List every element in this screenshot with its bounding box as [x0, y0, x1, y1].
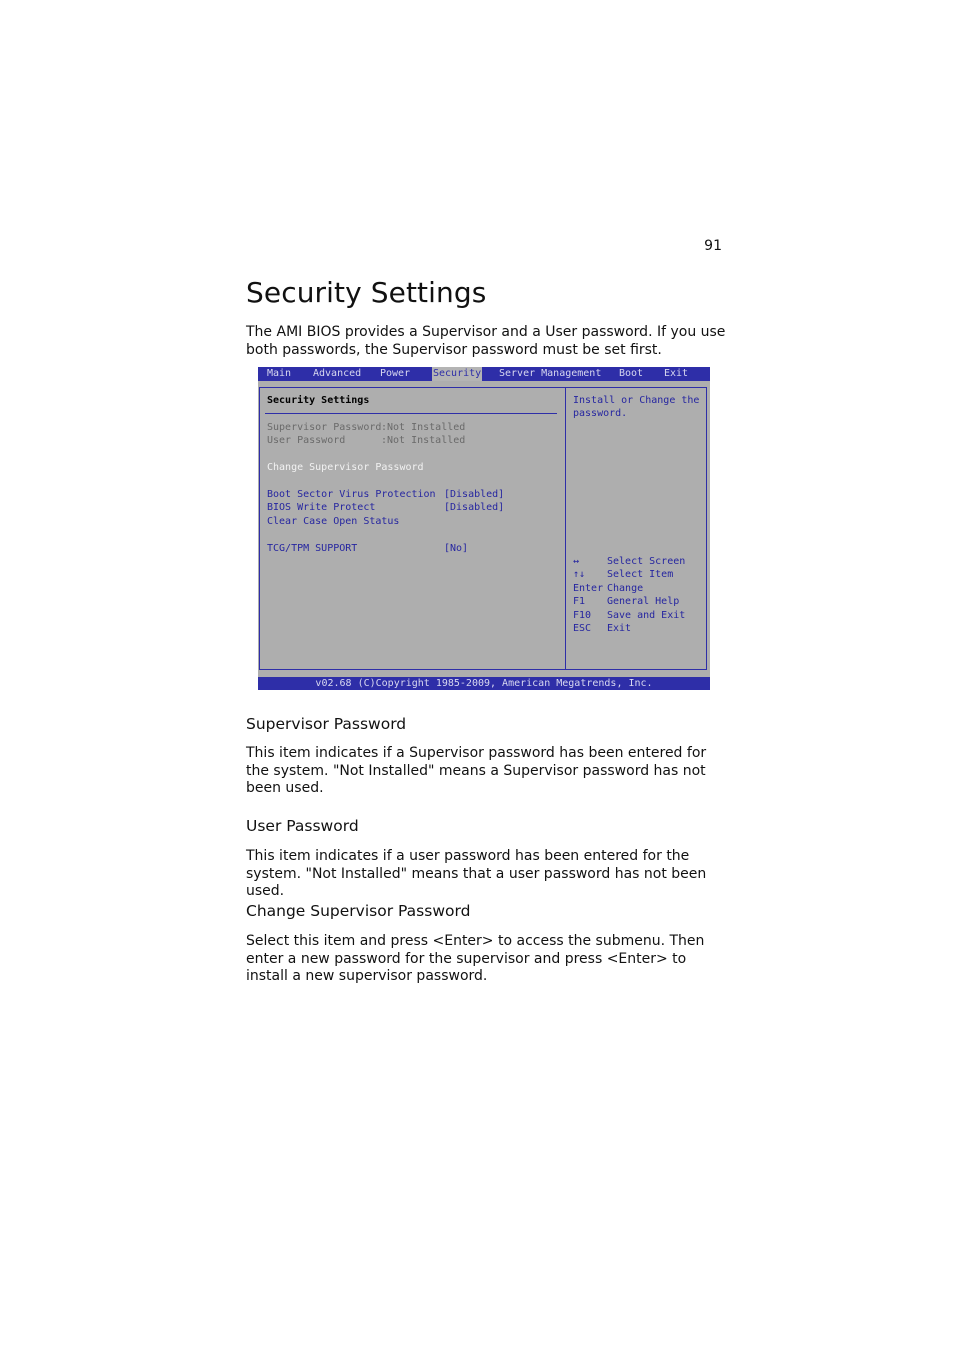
section-body-change-supervisor-password: Select this item and press <Enter> to access the submenu. Then enter a new password for the supervisor and press <Enter> to install a new supervisor password. — [246, 933, 705, 984]
section-heading-change-supervisor-password: Change Supervisor Password — [246, 902, 471, 920]
intro-paragraph: The AMI BIOS provides a Supervisor and a User password. If you use both passwords, the Supervisor password must be set first. — [246, 324, 726, 358]
bios-write-protect-value[interactable]: [Disabled] — [444, 502, 505, 513]
supervisor-password-value: :Not Installed — [381, 422, 466, 433]
change-supervisor-password-item[interactable]: Change Supervisor Password — [267, 462, 424, 473]
left-right-arrow-icon: ↔ — [573, 556, 580, 567]
tcg-tpm-support-value[interactable]: [No] — [444, 543, 469, 554]
section-body-user-password: This item indicates if a user password has been entered for the system. "Not Installed" means that a user password has not been used. — [246, 848, 707, 899]
up-down-arrow-icon: ↑↓ — [573, 569, 586, 580]
key-f1-desc: General Help — [607, 596, 680, 607]
key-esc-desc: Exit — [607, 623, 632, 634]
bios-write-protect-item[interactable]: BIOS Write Protect — [267, 502, 376, 513]
section-heading-user-password: User Password — [246, 817, 359, 835]
key-f10: F10 — [573, 610, 592, 621]
key-select-screen — [573, 556, 579, 568]
supervisor-password-label: Supervisor Password — [267, 422, 382, 433]
bios-screenshot — [258, 367, 710, 690]
key-select-item-desc: Select Item — [607, 569, 674, 580]
tab-exit[interactable]: Exit — [664, 368, 689, 379]
page-number: 91 — [704, 238, 722, 254]
section-body-supervisor-password: This item indicates if a Supervisor password has been entered for the system. "Not Installed" means a Supervisor password has not been used. — [246, 745, 707, 796]
key-select-item — [573, 569, 585, 581]
key-enter: Enter — [573, 583, 604, 594]
page-title: Security Settings — [246, 276, 487, 309]
key-esc: ESC — [573, 623, 592, 634]
key-f10-desc: Save and Exit — [607, 610, 686, 621]
tab-main[interactable]: Main — [267, 368, 292, 379]
tab-server-management[interactable]: Server Management — [499, 368, 602, 379]
tab-security[interactable]: Security — [433, 368, 482, 379]
key-f1: F1 — [573, 596, 586, 607]
clear-case-open-status-item[interactable]: Clear Case Open Status — [267, 516, 400, 527]
bios-section-title: Security Settings — [267, 395, 370, 406]
boot-sector-virus-protection-value[interactable]: [Disabled] — [444, 489, 505, 500]
key-select-screen-desc: Select Screen — [607, 556, 686, 567]
tab-boot[interactable]: Boot — [619, 368, 644, 379]
tcg-tpm-support-item[interactable]: TCG/TPM SUPPORT — [267, 543, 358, 554]
bios-menu-bar — [258, 367, 710, 381]
section-heading-supervisor-password: Supervisor Password — [246, 715, 407, 733]
help-text-line-2: password. — [573, 408, 628, 419]
user-password-label: User Password — [267, 435, 346, 446]
boot-sector-virus-protection-item[interactable]: Boot Sector Virus Protection — [267, 489, 436, 500]
help-text-line-1: Install or Change the — [573, 395, 700, 406]
tab-advanced[interactable]: Advanced — [313, 368, 362, 379]
title-divider — [265, 413, 557, 414]
bios-copyright-footer: v02.68 (C)Copyright 1985-2009, American Megatrends, Inc. — [258, 677, 710, 690]
key-enter-desc: Change — [607, 583, 644, 594]
user-password-value: :Not Installed — [381, 435, 466, 446]
tab-power[interactable]: Power — [380, 368, 411, 379]
